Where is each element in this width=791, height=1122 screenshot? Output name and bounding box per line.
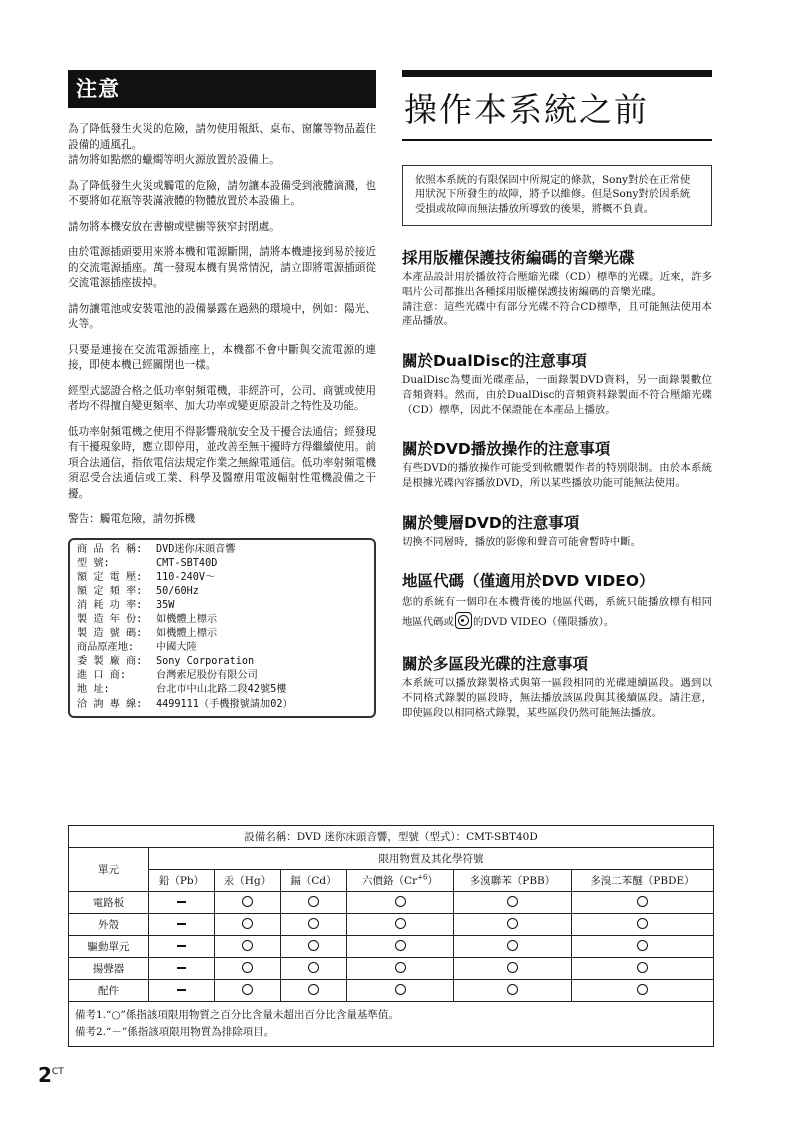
note-line: 備考1.“○”係指該項限用物質之百分比含量未超出百分比含量基準值。 <box>75 1009 399 1021</box>
column-header: 鉛（Pb） <box>149 870 215 892</box>
dash-mark-icon <box>177 923 186 924</box>
title-rule <box>402 139 712 141</box>
product-info-row <box>77 557 368 571</box>
product-info-row <box>77 543 368 557</box>
section-dvd-playback <box>402 439 712 490</box>
circle-mark-icon <box>308 984 319 995</box>
section-multi-session <box>402 654 712 720</box>
circle-mark-icon <box>242 962 253 973</box>
section-title: 關於多區段光碟的注意事項 <box>402 655 589 674</box>
unit-header: 單元 <box>69 848 149 892</box>
product-info-value: Sony Corporation <box>156 656 255 668</box>
section-body: 本產品設計用於播放符合壓縮光碟（CD）標準的光碟。近來，許多唱片公司都推出各種採用版權保護技術編碼的音樂光碟。 請注意：這些光碟中有部分光碟不符合CD標準，且可能無法使用本產品播放。 <box>402 271 712 328</box>
circle-mark-icon <box>395 962 406 973</box>
left-column <box>68 70 376 718</box>
product-info-value: 50/60Hz <box>156 585 199 597</box>
product-info-label: 消 耗 功 率: <box>77 599 143 611</box>
mark-cell <box>572 936 714 958</box>
circle-mark-icon <box>507 896 518 907</box>
section-copyright-cd <box>402 248 712 329</box>
product-info-label: 委 製 廠 商: <box>77 656 143 668</box>
product-info-value: 110-240V～ <box>156 571 216 583</box>
mark-cell <box>281 936 347 958</box>
product-info-value: 35W <box>156 599 175 611</box>
caution-paragraph: 經型式認證合格之低功率射頻電機，非經許可，公司、商號或使用者均不得擅自變更頻率、加大功率或變更原設計之特性及功能。 <box>68 384 376 412</box>
mark-cell <box>215 914 281 936</box>
circle-mark-icon <box>507 962 518 973</box>
unit-cell: 外殼 <box>69 914 149 936</box>
section-title: 關於DualDisc的注意事項 <box>402 352 587 371</box>
circle-mark-icon <box>637 984 648 995</box>
circle-mark-icon <box>395 940 406 951</box>
circle-mark-icon <box>637 896 648 907</box>
unit-cell: 電路板 <box>69 892 149 914</box>
circle-mark-icon <box>507 984 518 995</box>
product-info-row <box>77 585 368 599</box>
mark-cell <box>149 980 215 1002</box>
caution-paragraph: 請勿讓電池或安裝電池的設備暴露在過熱的環境中，例如：陽光、火等。 <box>68 302 376 330</box>
product-info-row <box>77 613 368 627</box>
caution-paragraph: 由於電源插頭要用來將本機和電源斷開，請將本機連接到易於接近的交流電源插座。萬一發現本機有異常情況，請立即將電源插頭從交流電源插座拔掉。 <box>68 246 376 289</box>
column-header: 六價鉻$(Cr^{+6})$ <box>347 870 454 892</box>
mark-cell <box>149 892 215 914</box>
mark-cell <box>215 892 281 914</box>
product-info-label: 額 定 頻 率: <box>77 585 143 597</box>
product-info-label: 額 定 電 壓: <box>77 571 143 583</box>
circle-mark-icon <box>308 940 319 951</box>
table-caption: 設備名稱：DVD 迷你床頭音響，型號（型式）：CMT-SBT40D <box>69 826 714 848</box>
circle-mark-icon <box>308 918 319 929</box>
page-number: $2^{CT}$ <box>38 1063 64 1087</box>
circle-mark-icon <box>507 918 518 929</box>
substance-header-row <box>69 870 714 892</box>
right-column <box>402 70 712 720</box>
circle-mark-icon <box>308 962 319 973</box>
circle-mark-icon <box>395 896 406 907</box>
circle-mark-icon <box>242 896 253 907</box>
caution-paragraph: 請勿將本機安放在書櫥或壁櫥等狹窄封閉處。 <box>68 220 280 233</box>
mark-cell <box>572 892 714 914</box>
section-title: 關於雙層DVD的注意事項 <box>402 513 580 532</box>
column-header: 鎘（Cd） <box>281 870 347 892</box>
product-info-row <box>77 599 368 613</box>
mark-cell <box>347 980 454 1002</box>
product-info-value: 台灣索尼股份有限公司 <box>156 670 258 682</box>
unit-cell: 揚聲器 <box>69 958 149 980</box>
product-info-value: 如機體上標示 <box>156 613 218 625</box>
circle-mark-icon <box>637 940 648 951</box>
mark-cell <box>454 914 572 936</box>
product-info-label: 洽 詢 專 線: <box>77 698 143 710</box>
table-row <box>69 980 714 1002</box>
mark-cell <box>454 958 572 980</box>
product-info-value: CMT-SBT40D <box>156 557 218 569</box>
page-title: 操作本系統之前 <box>404 90 649 129</box>
section-body: 本系統可以播放錄製格式與第一區段相同的光碟連續區段。遇到以不同格式錄製的區段時，無法播放該區段與其後續區段。請注意，即使區段以相同格式錄製，某些區段仍然可能無法播放。 <box>402 677 712 719</box>
table-row <box>69 914 714 936</box>
circle-mark-icon <box>395 918 406 929</box>
mark-cell <box>454 980 572 1002</box>
product-info-label: 進 口 商: <box>77 670 126 682</box>
mark-cell <box>572 980 714 1002</box>
section-title: 地區代碼（僅適用於DVD VIDEO） <box>402 572 655 591</box>
table-row <box>69 892 714 914</box>
caution-paragraph: 低功率射頻電機之使用不得影響飛航安全及干擾合法通信；經發現有干擾現象時，應立即停用，並改善至無干擾時方得繼續使用。前項合法通信，指依電信法規定作業之無線電通信。低功率射頻電機須忍受合法通信或工業、科學及醫療用電波輻射性電機設備之干擾。 <box>68 425 376 500</box>
caution-paragraph: 為了降低發生火災的危險，請勿使用報紙、桌布、窗簾等物品蓋住設備的通風孔。 請勿將如點燃的蠟燭等明火源放置於設備上。 <box>68 123 376 166</box>
mark-cell <box>215 936 281 958</box>
mark-cell <box>149 914 215 936</box>
table-notes <box>69 1002 714 1047</box>
product-info-value: 4499111（手機撥號請加02） <box>156 698 293 710</box>
dash-mark-icon <box>177 989 186 990</box>
product-info-label: 商 品 名 稱: <box>77 543 143 555</box>
mark-cell <box>572 914 714 936</box>
product-info-label: 型 號: <box>77 557 110 569</box>
circle-mark-icon <box>242 984 253 995</box>
table-row <box>69 958 714 980</box>
product-info-box <box>68 538 376 718</box>
mark-cell <box>215 958 281 980</box>
product-info-row <box>77 571 368 585</box>
product-info-label: 商品原產地: <box>77 642 135 654</box>
section-title: 關於DVD播放操作的注意事項 <box>402 440 611 459</box>
section-dual-layer <box>402 513 712 550</box>
mark-cell <box>454 892 572 914</box>
circle-mark-icon <box>242 940 253 951</box>
section-region-code <box>402 571 712 632</box>
dash-mark-icon <box>177 967 186 968</box>
mark-cell <box>347 914 454 936</box>
circle-mark-icon <box>507 940 518 951</box>
product-info-label: 製 造 號 碼: <box>77 628 143 640</box>
mark-cell <box>454 936 572 958</box>
section-dualdisc <box>402 351 712 417</box>
product-info-label: 製 造 年 份: <box>77 613 143 625</box>
product-info-label: 地 址: <box>77 684 110 696</box>
column-header: 多溴聯苯（PBB） <box>454 870 572 892</box>
mark-cell <box>149 936 215 958</box>
warranty-notice: 依照本系統的有限保固中所規定的條款，Sony對於在正常使用狀況下所發生的故障，將予以維修。但是Sony對於因系統受損或故障而無法播放所導致的後果，將概不負責。 <box>402 165 712 227</box>
dash-mark-icon <box>177 901 186 902</box>
top-rule <box>402 70 712 77</box>
mark-cell <box>281 892 347 914</box>
circle-mark-icon <box>395 984 406 995</box>
unit-cell: 驅動單元 <box>69 936 149 958</box>
product-info-row <box>77 627 368 641</box>
substance-group-header: 限用物質及其化學符號 <box>149 848 714 870</box>
dash-mark-icon <box>177 945 186 946</box>
caution-paragraph: 只要是連接在交流電源插座上，本機都不會中斷與交流電源的連接，即使本機已經關閉也一樣。 <box>68 343 376 371</box>
warning-line: 警告：觸電危險，請勿拆機 <box>68 513 196 525</box>
product-info-row <box>77 669 368 683</box>
product-info-row <box>77 641 368 655</box>
product-info-value: DVD迷你床頭音響 <box>156 543 236 555</box>
mark-cell <box>347 958 454 980</box>
restricted-substances-table <box>68 825 714 1047</box>
unit-cell: 配件 <box>69 980 149 1002</box>
column-header: 多溴二苯醚（PBDE） <box>572 870 714 892</box>
mark-cell <box>215 980 281 1002</box>
product-info-row <box>77 655 368 669</box>
circle-mark-icon <box>242 918 253 929</box>
caution-body <box>68 122 376 528</box>
mark-cell <box>281 980 347 1002</box>
section-body: 切換不同層時，播放的影像和聲音可能會暫時中斷。 <box>402 535 641 548</box>
caution-paragraph: 為了降低發生火災或觸電的危險，請勿讓本設備受到液體滴濺，也不要將如花瓶等裝滿液體的物體放置於本設備上。 <box>68 179 376 207</box>
section-title: 採用版權保護技術編碼的音樂光碟 <box>402 249 635 268</box>
circle-mark-icon <box>637 918 648 929</box>
circle-mark-icon <box>308 896 319 907</box>
column-header: 汞（Hg） <box>215 870 281 892</box>
circle-mark-icon <box>637 962 648 973</box>
product-info-value: 中國大陸 <box>156 642 197 654</box>
section-body: 有些DVD的播放操作可能受到軟體製作者的特別限制。由於本系統是根據光碟內容播放DVD，所以某些播放功能可能無法使用。 <box>402 462 712 489</box>
mark-cell <box>281 914 347 936</box>
table-row <box>69 936 714 958</box>
product-info-value: 如機體上標示 <box>156 628 218 640</box>
mark-cell <box>572 958 714 980</box>
product-info-row <box>77 698 368 712</box>
note-line: 備考2.“－”係指該項限用物質為排除項目。 <box>75 1026 275 1038</box>
mark-cell <box>347 892 454 914</box>
caution-heading: 注意 <box>68 70 376 108</box>
section-body: DualDisc為雙面光碟產品，一面錄製DVD資料，另一面錄製數位音頻資料。然而，由於DualDisc的音頻資料錄製面不符合壓縮光碟（CD）標準，因此不保證能在本產品上播放。 <box>402 374 712 416</box>
section-body: 您的系統有一個印在本機背後的地區代碼，系統只能播放標有相同地區代碼或 的DVD VIDEO（僅限播放）。 <box>402 596 712 629</box>
mark-cell <box>149 958 215 980</box>
region-all-disc-icon <box>455 612 472 629</box>
mark-cell <box>281 958 347 980</box>
product-info-value: 台北市中山北路二段42號5樓 <box>156 684 287 696</box>
mark-cell <box>347 936 454 958</box>
product-info-row <box>77 683 368 697</box>
